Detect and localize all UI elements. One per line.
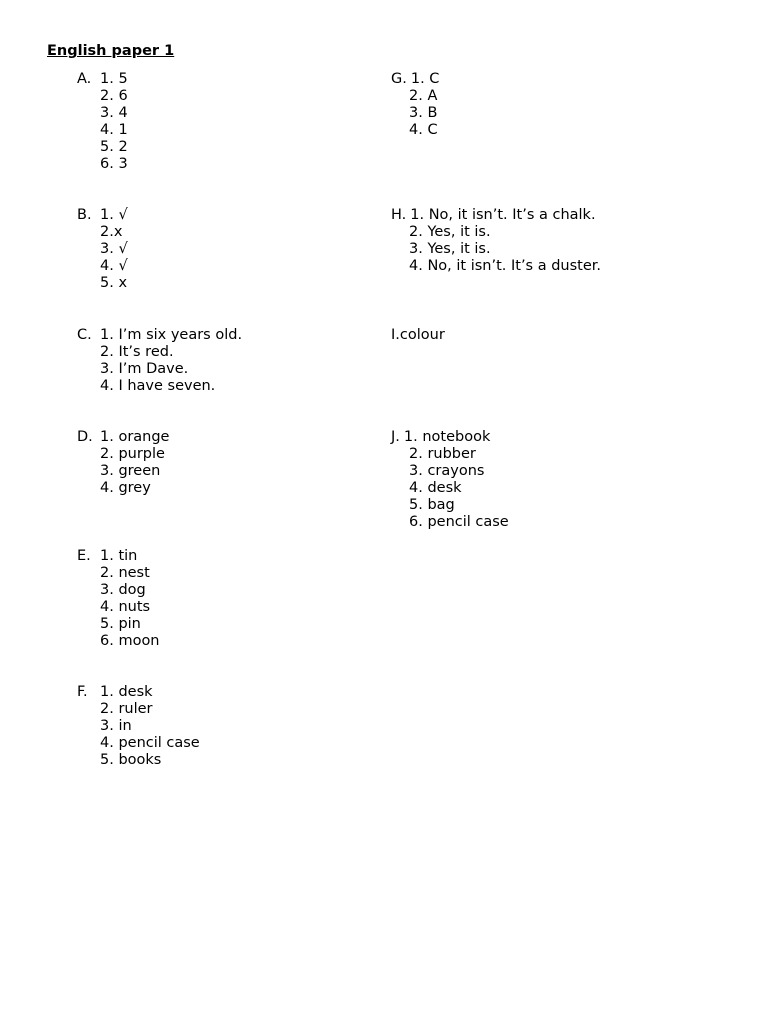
answer-item: 4. 1 (100, 122, 128, 138)
section-d (77, 429, 169, 497)
answer-item: 6. moon (100, 633, 160, 649)
answer-item: 1. I’m six years old. (100, 327, 243, 343)
answer-item: 2. purple (100, 446, 165, 462)
answer-item: 6. 3 (100, 156, 128, 172)
answer-item: 4. No, it isn’t. It’s a duster. (409, 258, 602, 274)
answer-item: 1. orange (100, 429, 170, 445)
answer-item: 2. It’s red. (100, 344, 174, 360)
answer-item: 2. A (409, 88, 438, 104)
answer-item: 6. pencil case (409, 514, 509, 530)
answer-item: 1. notebook (403, 429, 491, 445)
answer-item: 1. 5 (100, 71, 128, 87)
answer-item: 1. desk (100, 684, 153, 700)
answer-item: 5. 2 (100, 139, 128, 155)
answer-item: 3. √ (100, 241, 128, 257)
answer-item: 2.x (100, 224, 123, 240)
section-c (77, 327, 242, 395)
answer-item: 3. 4 (100, 105, 128, 121)
section-g (391, 71, 439, 139)
answer-item: 3. B (409, 105, 438, 121)
answer-item: 4. nuts (100, 599, 151, 615)
section-f (77, 684, 200, 769)
section-letter: J. (391, 429, 400, 445)
section-e (77, 548, 160, 650)
answer-item: 3. dog (100, 582, 146, 598)
answer-item: 1. No, it isn’t. It’s a chalk. (410, 207, 596, 223)
section-letter: H. (391, 207, 407, 223)
answer-item: 4. √ (100, 258, 128, 274)
answer-item: 2. 6 (100, 88, 128, 104)
answer-item: 4. desk (409, 480, 462, 496)
answer-item: 3. in (100, 718, 132, 734)
section-h (391, 207, 601, 275)
section-letter: G. (391, 71, 407, 87)
section-i (391, 327, 445, 344)
answer-item: 5. books (100, 752, 162, 768)
answer-item: 1. √ (100, 207, 128, 223)
answer-item: 2. nest (100, 565, 150, 581)
answer-item: 3. Yes, it is. (409, 241, 491, 257)
answer-item: 5. bag (409, 497, 455, 513)
section-letter: C. (77, 327, 92, 343)
answer-item: colour (399, 327, 445, 343)
section-a (77, 71, 128, 173)
answer-item: 5. pin (100, 616, 141, 632)
section-letter: A. (77, 71, 92, 87)
answer-item: 1. C (410, 71, 440, 87)
section-j (391, 429, 509, 531)
answer-item: 1. tin (100, 548, 138, 564)
section-b (77, 207, 128, 292)
section-letter: B. (77, 207, 92, 223)
answer-item: 4. C (409, 122, 438, 138)
answer-item: 2. Yes, it is. (409, 224, 491, 240)
answer-item: 2. rubber (409, 446, 476, 462)
answer-item: 3. I’m Dave. (100, 361, 189, 377)
section-letter: I. (391, 327, 400, 343)
answer-item: 3. green (100, 463, 161, 479)
section-letter: F. (77, 684, 88, 700)
section-letter: E. (77, 548, 91, 564)
answer-item: 3. crayons (409, 463, 485, 479)
section-letter: D. (77, 429, 93, 445)
answer-item: 5. x (100, 275, 128, 291)
answer-item: 4. pencil case (100, 735, 200, 751)
answer-item: 4. I have seven. (100, 378, 216, 394)
answer-item: 2. ruler (100, 701, 153, 717)
page-title: English paper 1 (47, 43, 175, 59)
answer-item: 4. grey (100, 480, 151, 496)
